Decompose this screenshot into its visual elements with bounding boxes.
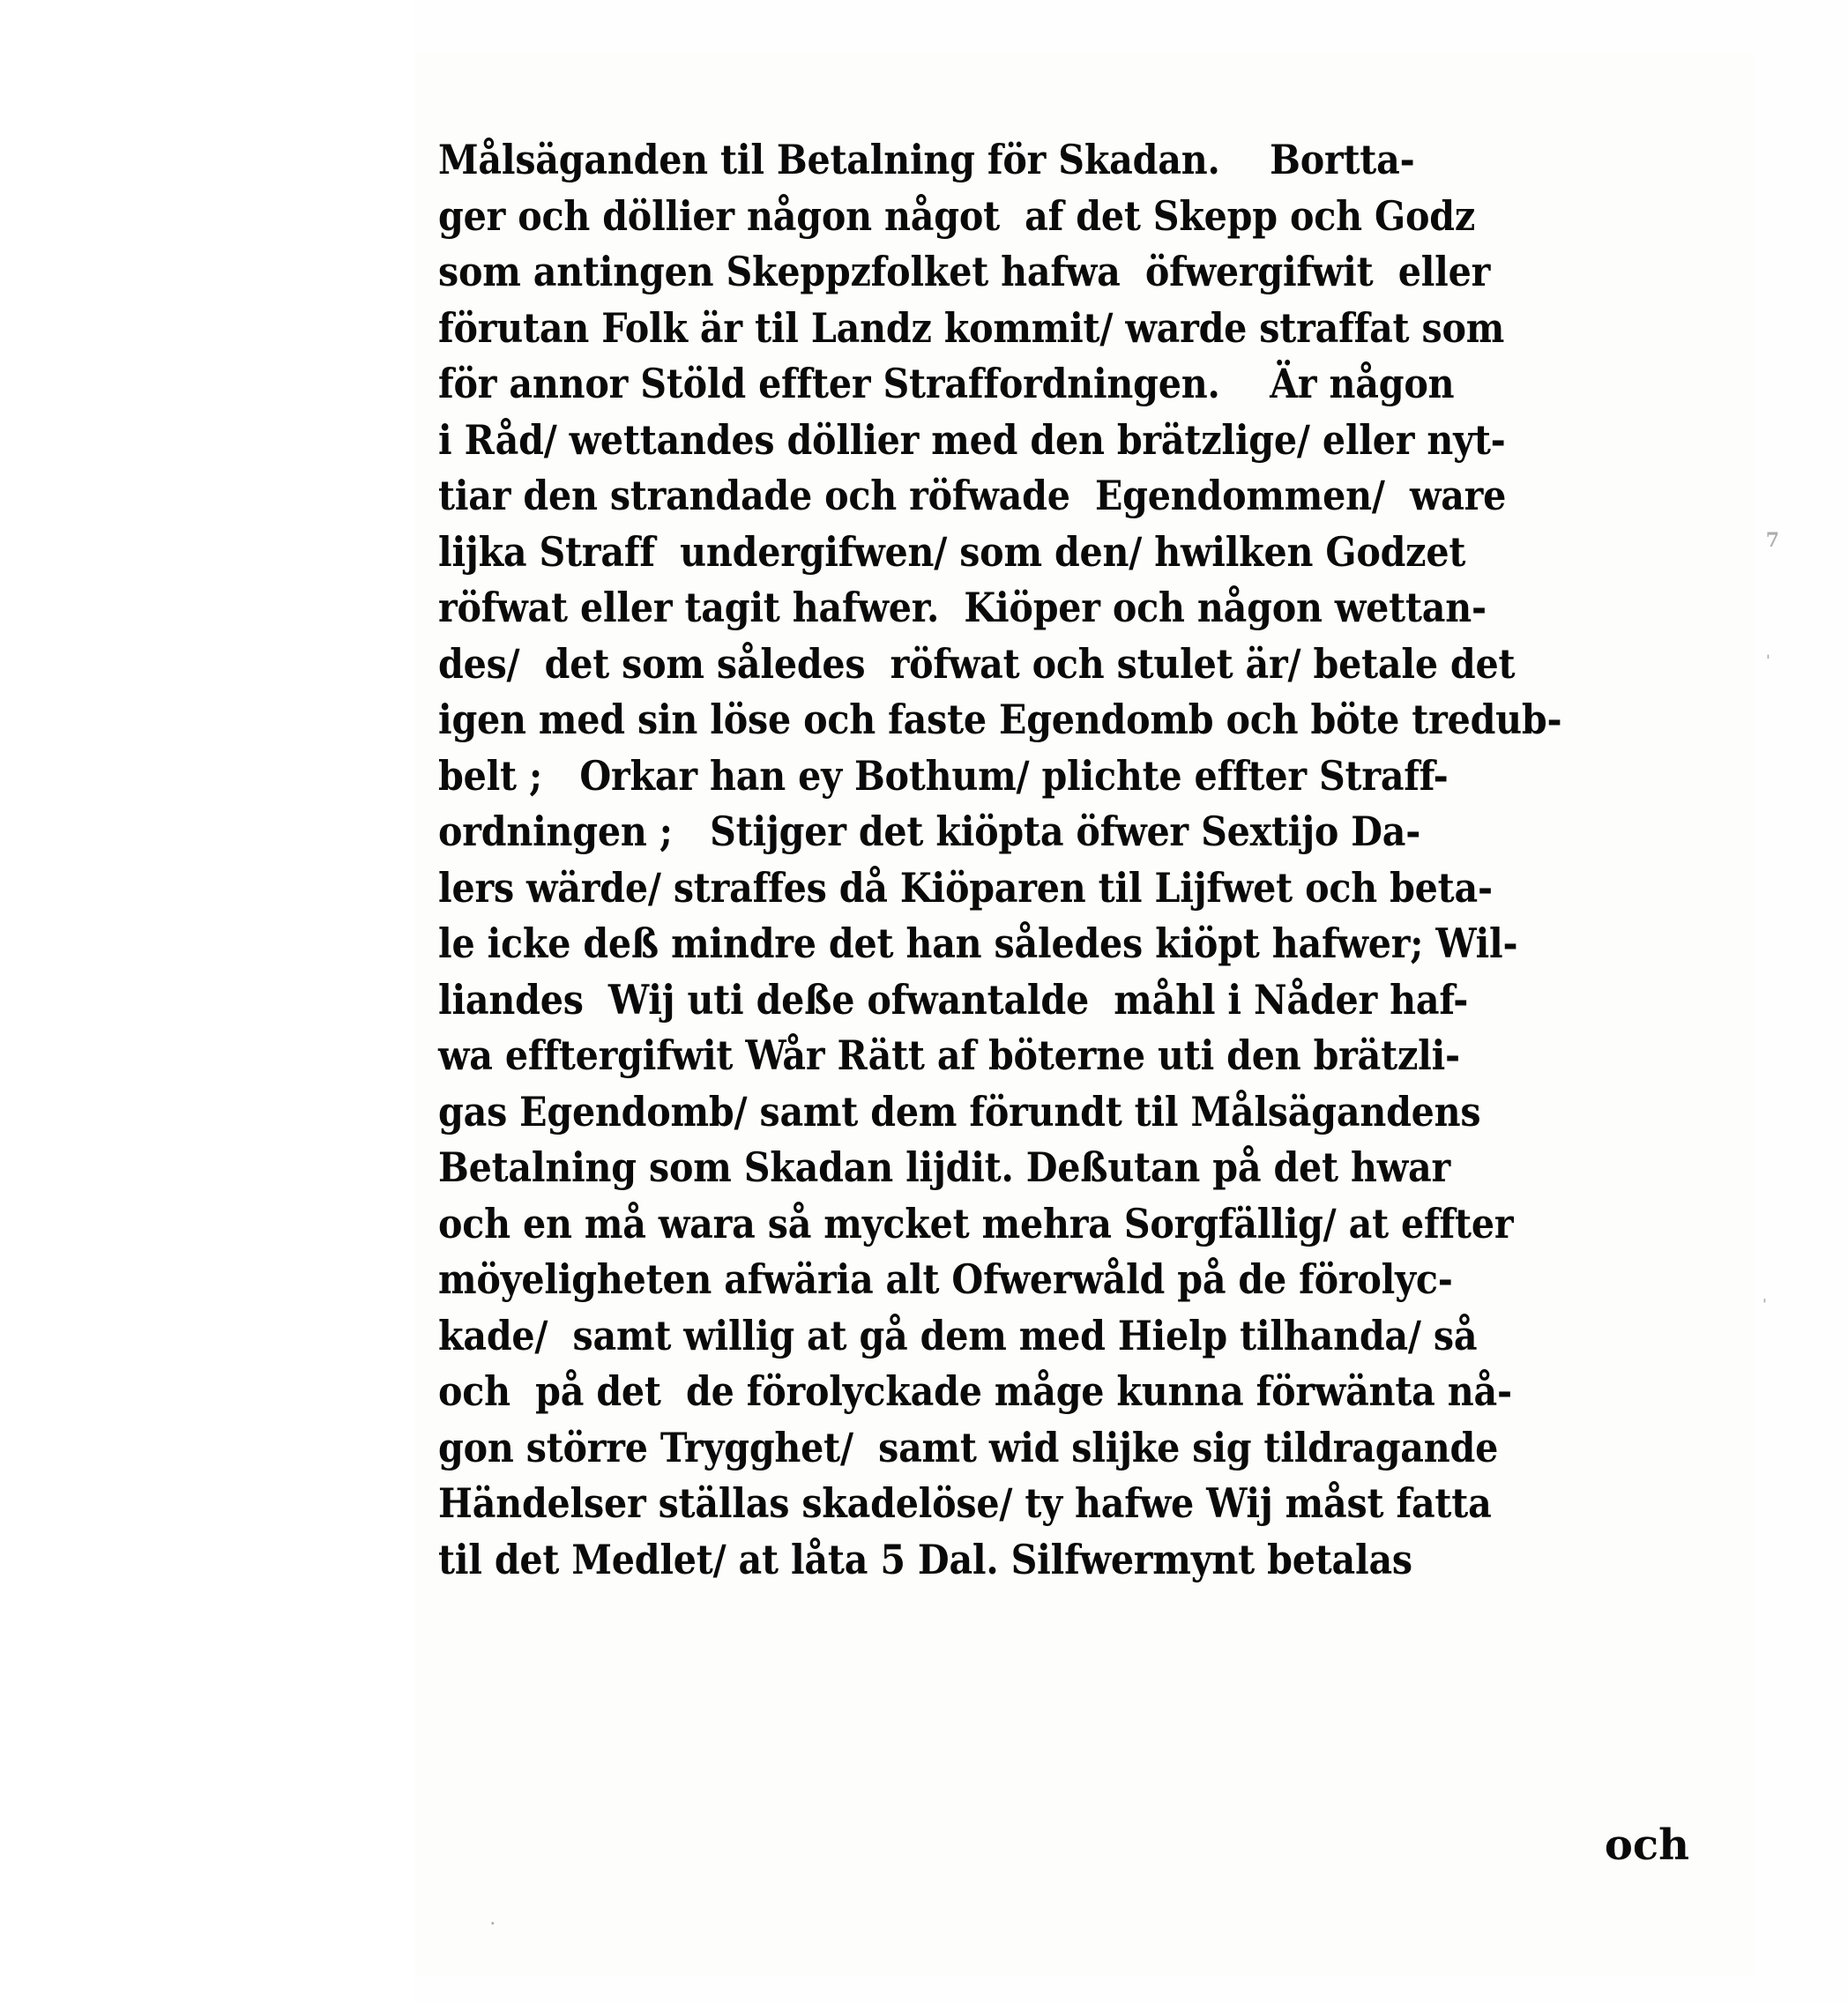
text-line: möyeligheten afwäria alt Ofwerwåld på de förolyc-	[438, 1255, 1453, 1303]
text-line: Betalning som Skadan lijdit. Deßutan på det hwar	[438, 1143, 1450, 1191]
text-line: lers wärde/ straffes då Kiöparen til Lijfwet och beta-	[438, 863, 1493, 912]
page-body-text	[438, 132, 1690, 1588]
margin-mark: 7	[1765, 529, 1779, 552]
text-line: som antingen Skeppzfolket hafwa öfwergifwit eller	[438, 248, 1491, 295]
text-line: Händelser ställas skadelöse/ ty hafwe Wij måst fatta	[438, 1479, 1492, 1527]
text-line: belt ; Orkar han ey Bothum/ plichte effter Straff-	[438, 751, 1449, 800]
text-line: förutan Folk är til Landz kommit/ warde straffat som	[438, 303, 1505, 352]
text-line: wa efftergifwit Wår Rätt af böterne uti den brätzli-	[438, 1031, 1460, 1079]
text-line: lijka Straff undergifwen/ som den/ hwilken Godzet	[438, 527, 1466, 576]
text-line: och en må wara så mycket mehra Sorgfällig/ at effter	[438, 1199, 1514, 1247]
text-line: le icke deß mindre det han således kiöpt hafwer; Wil-	[438, 920, 1518, 967]
text-line: ordningen ; Stijger det kiöpta öfwer Sextijo Da-	[438, 808, 1421, 855]
text-line: liandes Wij uti deße ofwantalde måhl i Nåder haf-	[438, 975, 1469, 1024]
text-line: Målsäganden til Betalning för Skadan. Bortta-	[438, 136, 1415, 183]
text-line: gas Egendomb/ samt dem förundt til Målsägandens	[438, 1087, 1481, 1136]
text-line: i Råd/ wettandes döllier med den brätzlige/ eller nyt-	[438, 415, 1506, 464]
catchword: och	[1604, 1821, 1689, 1870]
margin-mark: ˌ	[1762, 1287, 1767, 1306]
margin-mark: .	[490, 1911, 496, 1928]
text-line: gon större Trygghet/ samt wid slijke sig tildragande	[438, 1423, 1499, 1471]
text-line: tiar den strandade och röfwade Egendommen/ ware	[438, 472, 1507, 519]
text-line: och på det de förolyckade måge kunna förwänta nå-	[438, 1367, 1512, 1415]
text-line: til det Medlet/ at låta 5 Dal. Silfwermynt betalas	[438, 1535, 1412, 1583]
text-line: för annor Stöld effter Straffordningen. Är någon	[438, 360, 1455, 407]
text-line: igen med sin löse och faste Egendomb och böte tredub-	[438, 696, 1562, 743]
page-gutter	[0, 0, 414, 2003]
text-line: ger och döllier någon något af det Skepp och Godz	[438, 191, 1476, 240]
margin-mark: ˈ	[1765, 652, 1770, 671]
text-line: des/ det som således röfwat och stulet är/ betale det	[438, 639, 1516, 688]
text-line: kade/ samt willig at gå dem med Hielp tilhanda/ så	[438, 1311, 1478, 1359]
text-line: röfwat eller tagit hafwer. Kiöper och någon wettan-	[438, 584, 1487, 631]
